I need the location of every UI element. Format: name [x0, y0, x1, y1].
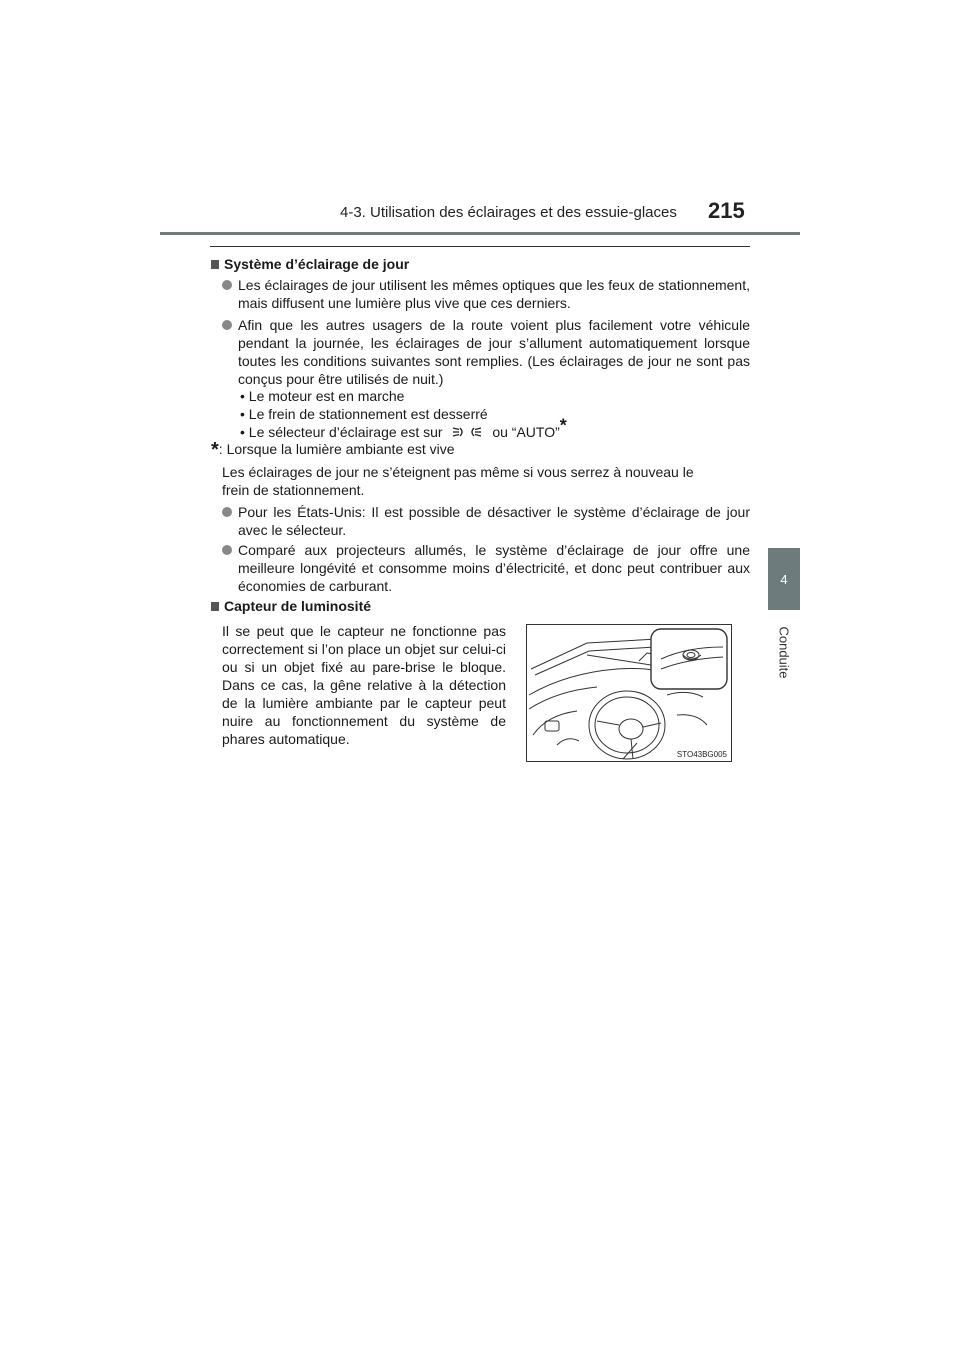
parking-lamp-icon — [452, 426, 482, 438]
list-item — [222, 503, 750, 539]
header-section-title: 4-3. Utilisation des éclairages et des essuie-glaces — [340, 204, 677, 221]
list-item-text: Les éclairages de jour utilisent les mêmes optiques que les feux de stationnement, mais diffusent une lumière plus vive que ces derniers. — [238, 277, 750, 311]
section-title-daytime-lights — [211, 256, 409, 272]
list-item — [222, 316, 750, 388]
condition-text-auto: ou “AUTO” — [492, 424, 560, 440]
figure-code: STO43BG005 — [676, 750, 727, 759]
footnote-asterisk: * — [211, 439, 219, 461]
square-bullet-icon — [211, 602, 219, 611]
condition-text: • Le sélecteur d’éclairage est sur — [240, 424, 443, 440]
footnote — [211, 440, 739, 459]
section-title-text: Système d’éclairage de jour — [224, 256, 410, 272]
square-bullet-icon — [211, 260, 219, 269]
asterisk-mark: * — [559, 415, 567, 436]
bullet-dot-icon — [222, 320, 232, 330]
chapter-tab-label — [768, 616, 800, 688]
content-rule — [210, 246, 750, 247]
list-item-text: Pour les États-Unis: Il est possible de désactiver le système d’éclairage de jour avec le sélecteur. — [238, 504, 750, 538]
page-number: 215 — [708, 198, 745, 223]
dashboard-illustration — [526, 624, 732, 762]
bullet-dot-icon — [222, 545, 232, 555]
sensor-paragraph: Il se peut que le capteur ne fonctionne pas correctement si l’on place un objet sur celui-ci ou si un objet fixé au pare-brise le bloque. Dans ce cas, la gêne relative à la détection de la lumière ambiante par le capteur peut nuire au fonctionnement du système de phares automatique. — [222, 623, 506, 747]
list-item-text: Afin que les autres usagers de la route voient plus facilement votre véhicule pendant la journée, les éclairages de jour s’allument automatiquement lorsque toutes les conditions suivantes sont remplies. (Les éclairages de jour ne sont pas conçus pour être utilisés de nuit.) — [238, 317, 750, 387]
footnote-text: : Lorsque la lumière ambiante est vive — [218, 441, 455, 457]
condition-item: • Le moteur est en marche — [240, 388, 405, 404]
list-item — [222, 541, 750, 595]
condition-item: • Le frein de stationnement est desserré — [240, 406, 488, 422]
header-rule — [160, 232, 800, 235]
condition-item — [240, 415, 567, 441]
chapter-tab-number: 4 — [768, 548, 800, 610]
bullet-dot-icon — [222, 280, 232, 290]
bullet-dot-icon — [222, 507, 232, 517]
note-paragraph: Les éclairages de jour ne s’éteignent pas même si vous serrez à nouveau le frein de stationnement. — [222, 464, 694, 498]
dashboard-sensor-image — [527, 625, 731, 761]
section-title-light-sensor — [211, 598, 371, 614]
list-item-text: Comparé aux projecteurs allumés, le système d’éclairage de jour offre une meilleure longévité et consomme moins d’électricité, et donc peut contribuer aux économies de carburant. — [238, 542, 750, 594]
chapter-tab-label-text: Conduite — [776, 625, 792, 679]
section-title-text: Capteur de luminosité — [224, 598, 372, 614]
list-item — [222, 276, 750, 312]
